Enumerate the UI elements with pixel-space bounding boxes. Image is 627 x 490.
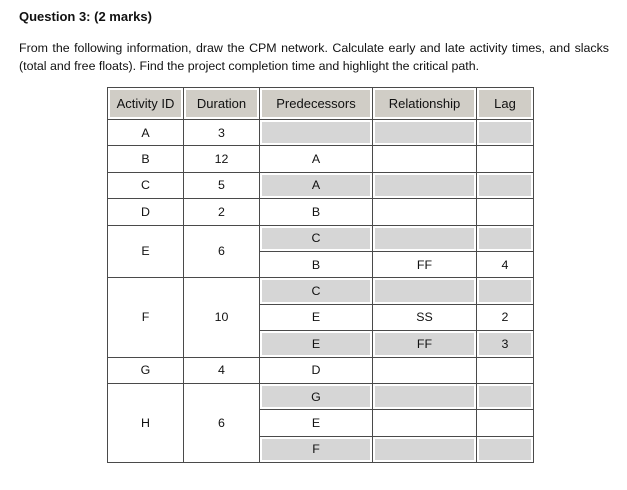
duration-cell: 6 <box>184 225 260 278</box>
duration-cell: 10 <box>184 278 260 357</box>
predecessor-cell: A <box>260 146 373 172</box>
lag-cell <box>477 278 534 304</box>
relationship-cell <box>373 199 477 225</box>
duration-cell: 4 <box>184 357 260 383</box>
relationship-cell <box>373 120 477 146</box>
header-predecessors: Predecessors <box>260 88 373 120</box>
table-row <box>108 225 534 251</box>
predecessor-cell <box>260 120 373 146</box>
activity-id-cell: B <box>108 146 184 172</box>
predecessor-cell: C <box>260 225 373 251</box>
relationship-cell <box>373 383 477 409</box>
header-lag: Lag <box>477 88 534 120</box>
predecessor-cell: A <box>260 172 373 198</box>
predecessor-cell: E <box>260 410 373 436</box>
relationship-cell <box>373 225 477 251</box>
relationship-cell: SS <box>373 304 477 330</box>
lag-cell <box>477 225 534 251</box>
header-duration: Duration <box>184 88 260 120</box>
lag-cell <box>477 120 534 146</box>
cpm-activity-table <box>107 87 534 463</box>
lag-cell <box>477 357 534 383</box>
predecessor-cell: G <box>260 383 373 409</box>
table-row <box>108 199 534 225</box>
lag-cell <box>477 199 534 225</box>
duration-cell: 3 <box>184 120 260 146</box>
predecessor-cell: D <box>260 357 373 383</box>
header-activity-id: Activity ID <box>108 88 184 120</box>
predecessor-cell: E <box>260 304 373 330</box>
table-row <box>108 278 534 304</box>
lag-cell <box>477 146 534 172</box>
lag-cell <box>477 172 534 198</box>
activity-id-cell: H <box>108 383 184 462</box>
lag-cell <box>477 410 534 436</box>
relationship-cell <box>373 278 477 304</box>
relationship-cell: FF <box>373 331 477 357</box>
question-text: From the following information, draw the CPM network. Calculate early and late activity times, and slacks (total and free floats). Find the project completion time and highlight the critical path. <box>19 41 609 73</box>
table-row <box>108 146 534 172</box>
lag-cell <box>477 383 534 409</box>
activity-id-cell: G <box>108 357 184 383</box>
relationship-cell <box>373 436 477 462</box>
predecessor-cell: F <box>260 436 373 462</box>
lag-cell: 3 <box>477 331 534 357</box>
table-row <box>108 383 534 409</box>
header-relationship: Relationship <box>373 88 477 120</box>
activity-id-cell: E <box>108 225 184 278</box>
activity-id-cell: A <box>108 120 184 146</box>
predecessor-cell: B <box>260 251 373 277</box>
table-row <box>108 172 534 198</box>
relationship-cell <box>373 410 477 436</box>
duration-cell: 2 <box>184 199 260 225</box>
activity-id-cell: D <box>108 199 184 225</box>
relationship-cell <box>373 172 477 198</box>
relationship-cell: FF <box>373 251 477 277</box>
predecessor-cell: E <box>260 331 373 357</box>
relationship-cell <box>373 357 477 383</box>
table-header-row <box>108 88 534 120</box>
predecessor-cell: B <box>260 199 373 225</box>
lag-cell: 4 <box>477 251 534 277</box>
lag-cell <box>477 436 534 462</box>
table-row <box>108 120 534 146</box>
table-row <box>108 357 534 383</box>
activity-id-cell: F <box>108 278 184 357</box>
predecessor-cell: C <box>260 278 373 304</box>
duration-cell: 6 <box>184 383 260 462</box>
lag-cell: 2 <box>477 304 534 330</box>
duration-cell: 12 <box>184 146 260 172</box>
activity-id-cell: C <box>108 172 184 198</box>
question-title: Question 3: (2 marks) <box>19 9 152 24</box>
duration-cell: 5 <box>184 172 260 198</box>
relationship-cell <box>373 146 477 172</box>
